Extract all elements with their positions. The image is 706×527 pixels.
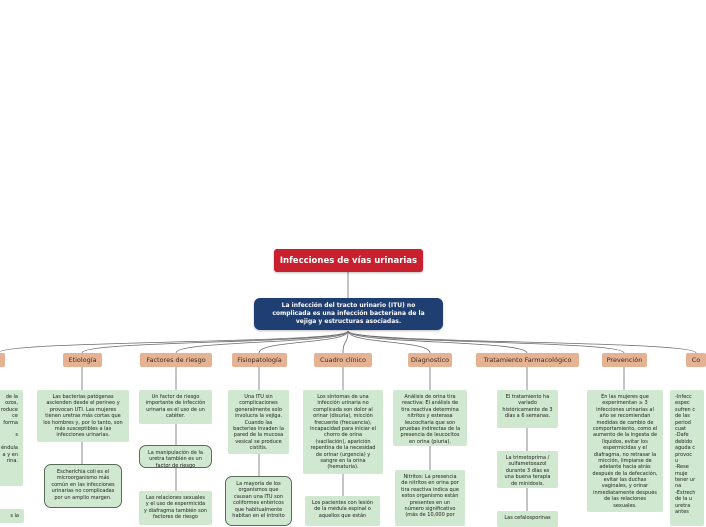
note-text: Las bacterias patógenas ascienden desde el perineo y provocan UTI. Las mujeres tienen uretras más cortas que los hombres y, por lo tanto, son más susceptibles a las infecciones urinarias. [43, 394, 123, 439]
note-text: En las mujeres que experimentan ≥ 3 infecciones urinarias al año se recomiendan medidas de cambio de comportamiento, como el aumento de la ingesta de líquidos, evitar los espermicidas y el diafragma, no retrasar la micción, limpiarse de adelante hacia atrás después de la defecación, evitar las duchas vaginales, y orinar inmediatamente después de las relaciones sexuales. [592, 394, 658, 509]
note-text: Los síntomas de una infección urinaria no complicada son dolor al orinar (disuria), micción frecuente (frecuencia), incapacidad para iniciar el chorro de orina (vacilación), aparición repentina de la necesidad de orinar (urgencia) y sangre en la orina (hematuria). [310, 394, 376, 471]
note-text: Nitritos: La presencia de nitritos en orina por tira reactiva indica que estos organismo están presentes en un número significativo (más de 10,000 por [401, 474, 459, 519]
category-label: Co [691, 356, 701, 364]
category-label [0, 356, 1, 364]
note-text: Los pacientes con lesión de la médula espinal o aquellos que están [311, 500, 374, 519]
note-card-diagnostico-1[interactable] [393, 390, 467, 446]
note-text: Análisis de orina tira reactiva: El análisis de tira reactiva determina nitritos y esterasa leucocitaria que son pruebas indirectas de la presencia de leucocitos en orina (piuria). [399, 394, 461, 445]
note-card[interactable] [0, 390, 23, 486]
note-card-fisiopatologia-1[interactable] [228, 390, 289, 454]
note-text: s la [10, 513, 19, 519]
category-node-prevencion[interactable] [602, 353, 647, 367]
note-card-fisiopatologia-2[interactable] [225, 476, 292, 526]
summary-node-label: La infección del tracto urinario (ITU) no complicada es una infección bacteriana de la vejiga y estructuras asociadas. [272, 302, 425, 325]
note-text: La manipulación de la uretra también es un factor de riesgo [148, 450, 203, 469]
note-card-factores-3[interactable] [139, 491, 212, 525]
category-node-tratamiento-farmacologico[interactable] [476, 353, 579, 367]
category-node-fisiopatologia[interactable] [232, 353, 287, 367]
note-card-tratamiento-3[interactable] [497, 511, 558, 527]
summary-node[interactable] [254, 298, 443, 330]
note-card-etiologia-1[interactable] [37, 390, 129, 442]
note-card-tratamiento-2[interactable] [497, 451, 558, 488]
category-label: Prevención [606, 356, 643, 364]
category-node-etiologia[interactable] [63, 353, 102, 367]
note-card-etiologia-2[interactable] [44, 464, 122, 508]
note-card-factores-2[interactable] [139, 445, 212, 468]
note-card-tratamiento-1[interactable] [497, 390, 558, 428]
note-text: de la ozos, roduce ce forma s éndula a y en rina. [0, 394, 18, 464]
connector-line [259, 331, 348, 353]
category-label: Factores de riesgo [146, 356, 206, 364]
category-label: Fisiopatología [237, 356, 282, 364]
note-card-diagnostico-2[interactable] [395, 470, 465, 526]
connector-line [0, 331, 348, 353]
note-text: El tratamiento ha variado históricamente de 3 días a 6 semanas. [502, 394, 553, 420]
root-node[interactable] [274, 249, 423, 272]
note-card[interactable] [0, 509, 24, 523]
note-card-cuadro-clinico-2[interactable] [305, 496, 380, 526]
note-card[interactable] [670, 390, 704, 526]
connector-line [348, 331, 527, 353]
category-node[interactable] [686, 353, 706, 367]
note-text: Una ITU sin complicaciones generalmente solo involucra la vejiga. Cuando las bacterias invaden la pared de la mucosa vesical se produce cistitis. [233, 394, 284, 452]
category-label: Etiología [68, 356, 97, 364]
note-card-cuadro-clinico-1[interactable] [303, 390, 383, 474]
note-text: Un factor de riesgo importante de infección urinaria es el uso de un catéter. [145, 394, 206, 420]
note-text: Las cefalosporinas [504, 515, 551, 521]
note-card-prevencion-1[interactable] [587, 390, 663, 512]
note-text: La trimetoprima / sulfametoxazol durante 3 días es una buena terapia de minidosis. [504, 455, 551, 487]
category-label: Cuadro clínico [319, 356, 366, 364]
connector-line [82, 331, 348, 353]
note-text: Escherichia coli es el microorganismo más común en las infecciones urinarias no complicadas por un amplio margen. [51, 469, 115, 501]
category-node-factores-de-riesgo[interactable] [140, 353, 212, 367]
connector-line [348, 331, 430, 353]
category-label: Diagnostico [410, 356, 450, 364]
category-node[interactable] [0, 353, 5, 367]
note-text: -Infecc espec sufren c de las period cuat -Dafe debido aguda c provoc u -Rese muje tener ur na -Estrech de la u uretra antes [675, 394, 696, 516]
note-card-factores-1[interactable] [139, 390, 212, 424]
category-node-cuadro-clinico[interactable] [314, 353, 372, 367]
category-label: Tratamiento Farmacológico [483, 356, 572, 364]
category-node-diagnostico[interactable] [408, 353, 452, 367]
root-node-label: Infecciones de vías urinarias [279, 255, 418, 266]
note-text: Las relaciones sexuales y el uso de espermicida y diafragma también son factores de riesgo [144, 495, 207, 521]
note-text: La mayoría de los organismos que causan una ITU son coliformes entéricos que habitualmente habitan en el introito [232, 481, 285, 519]
